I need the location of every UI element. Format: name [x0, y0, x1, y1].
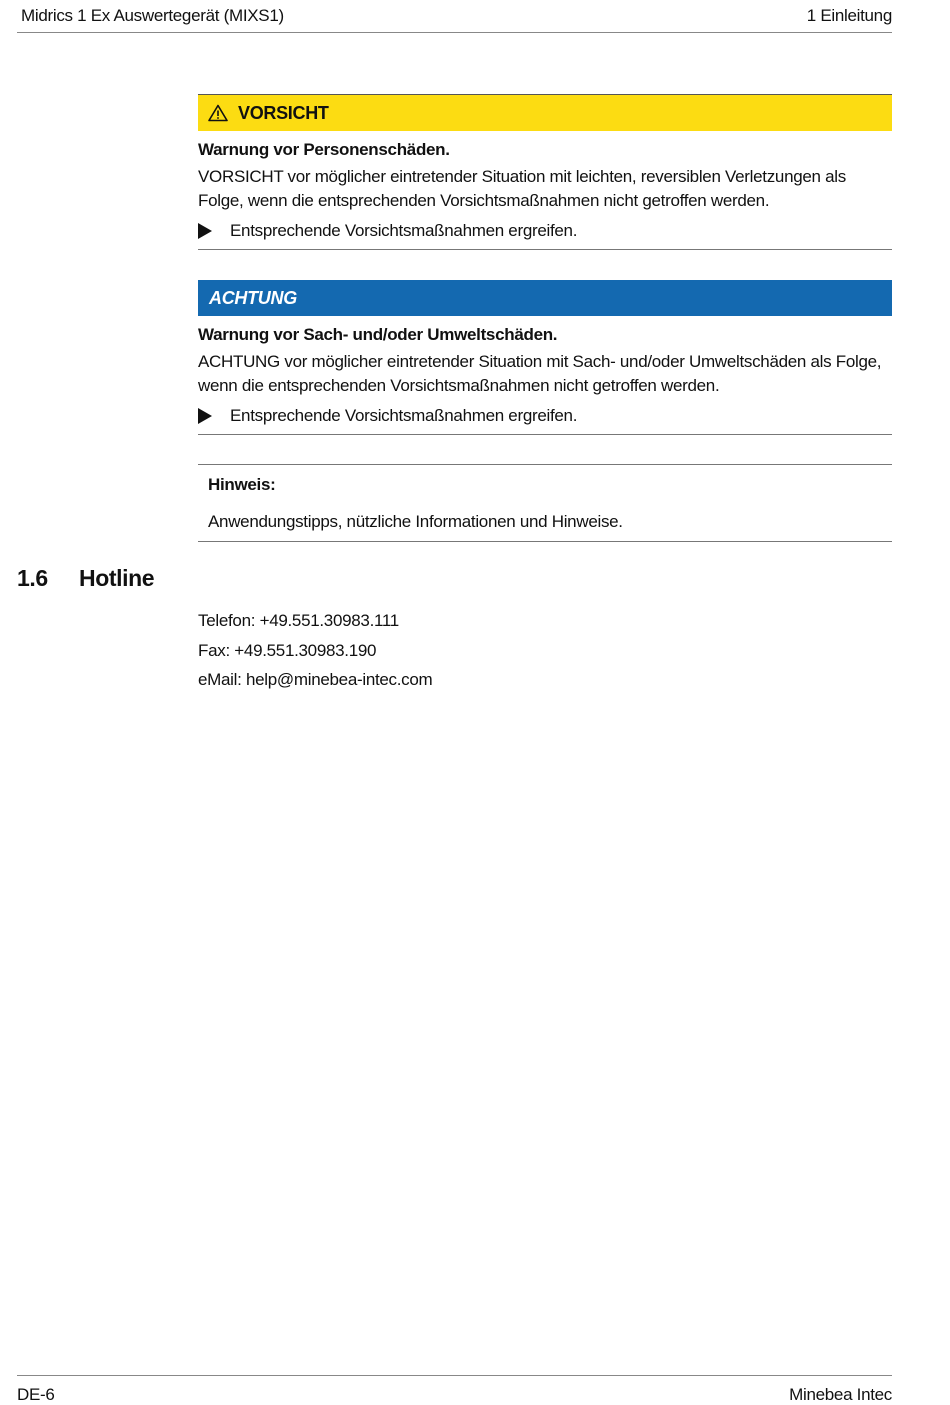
caution-label: VORSICHT [238, 102, 329, 123]
contact-block [198, 606, 432, 695]
contact-fax: Fax: +49.551.30983.190 [198, 640, 377, 660]
page-header [17, 4, 892, 33]
section-heading [17, 565, 154, 592]
company-name: Minebea Intec [789, 1385, 892, 1404]
caution-text: VORSICHT vor möglicher eintretender Situation mit leichten, reversiblen Verletzungen als Folge, wenn die entsprechenden Vorsichtsmaßnahmen nicht getroffen werden. [198, 167, 846, 210]
caution-divider [198, 249, 892, 250]
document-title: Midrics 1 Ex Auswertegerät (MIXS1) [21, 6, 284, 25]
caution-step [198, 219, 892, 243]
arrow-right-icon [198, 223, 212, 239]
contact-email: eMail: help@minebea-intec.com [198, 670, 433, 689]
caution-step-text: Entsprechende Vorsichtsmaßnahmen ergreifen. [230, 221, 578, 240]
attention-step [198, 404, 892, 428]
hint-text: Anwendungstipps, nützliche Informationen und Hinweise. [208, 512, 623, 531]
attention-subtitle: Warnung vor Sach- und/oder Umweltschäden. [198, 325, 558, 344]
hint-title: Hinweis: [208, 475, 276, 494]
page-footer [17, 1375, 892, 1404]
caution-bar [198, 94, 892, 131]
page-number: DE-6 [17, 1385, 55, 1404]
hint-box [198, 464, 892, 542]
chapter-title: 1 Einleitung [806, 6, 892, 25]
section-title: Hotline [79, 565, 155, 591]
attention-divider [198, 434, 892, 435]
attention-bar [198, 280, 892, 316]
caution-subtitle: Warnung vor Personenschäden. [198, 140, 450, 159]
attention-text: ACHTUNG vor möglicher eintretender Situation mit Sach- und/oder Umweltschäden als Folge, wenn die entsprechenden Vorsichtsmaßnahmen nicht getroffen werden. [198, 352, 882, 395]
contact-phone: Telefon: +49.551.30983.111 [198, 611, 399, 630]
attention-label: ACHTUNG [209, 287, 297, 308]
attention-notice [198, 280, 892, 435]
warning-triangle-icon [208, 104, 228, 122]
attention-step-text: Entsprechende Vorsichtsmaßnahmen ergreifen. [230, 406, 578, 425]
section-number: 1.6 [17, 565, 48, 591]
arrow-right-icon [198, 408, 212, 424]
caution-notice [198, 94, 892, 250]
